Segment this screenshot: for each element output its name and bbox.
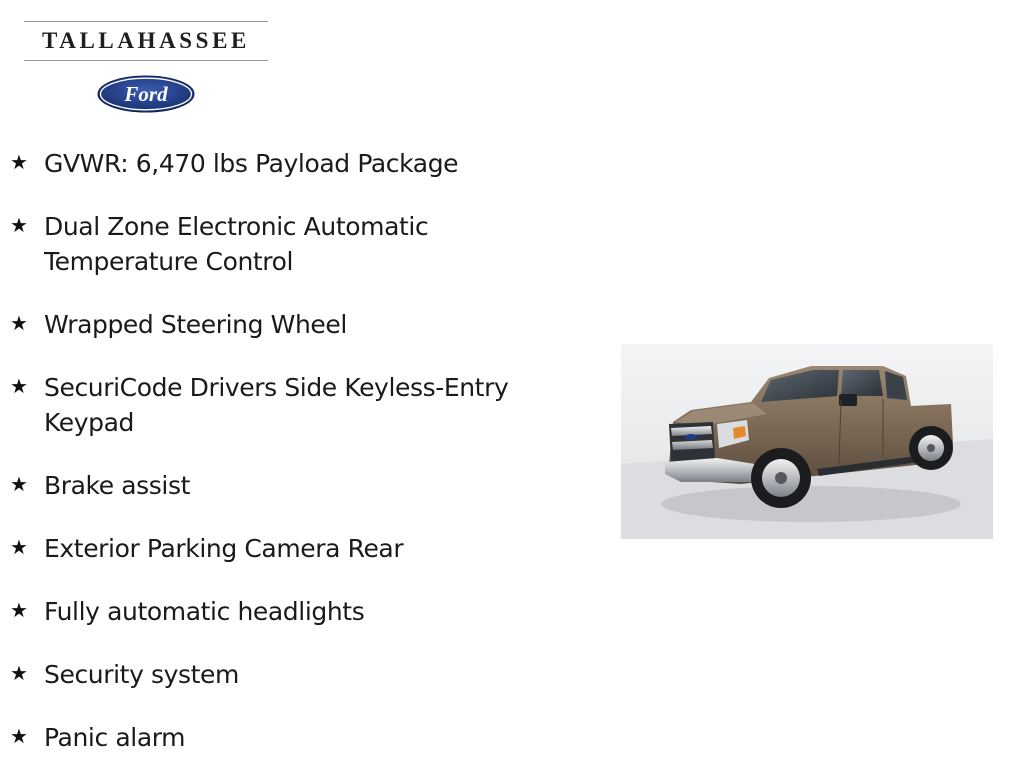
dealer-logo-top-rule <box>24 21 268 22</box>
feature-label: Dual Zone Electronic Automatic Temperature Control <box>44 212 429 276</box>
dealer-name: TALLAHASSEE <box>42 28 250 53</box>
feature-item <box>10 594 570 629</box>
feature-list <box>10 146 570 783</box>
star-icon: ★ <box>10 472 28 496</box>
ford-logo-script: Ford <box>124 82 168 106</box>
feature-label: Panic alarm <box>44 723 186 752</box>
star-icon: ★ <box>10 724 28 748</box>
feature-label: Brake assist <box>44 471 191 500</box>
star-icon: ★ <box>10 598 28 622</box>
star-icon: ★ <box>10 535 28 559</box>
star-icon: ★ <box>10 311 28 335</box>
star-icon: ★ <box>10 374 28 398</box>
dealer-logo-bottom-rule <box>24 60 268 61</box>
feature-item <box>10 657 570 692</box>
feature-label: Fully automatic headlights <box>44 597 365 626</box>
feature-label: Wrapped Steering Wheel <box>44 310 347 339</box>
star-icon: ★ <box>10 213 28 237</box>
feature-item <box>10 307 570 342</box>
feature-item <box>10 531 570 566</box>
feature-label: Exterior Parking Camera Rear <box>44 534 404 563</box>
feature-item <box>10 146 570 181</box>
star-icon: ★ <box>10 661 28 685</box>
feature-label: SecuriCode Drivers Side Keyless-Entry Keypad <box>44 373 509 437</box>
feature-item <box>10 209 570 279</box>
dealer-logo <box>24 18 268 114</box>
pickup-truck-photo <box>621 344 993 539</box>
star-icon: ★ <box>10 150 28 174</box>
vehicle-photo <box>621 344 993 539</box>
ford-logo <box>97 75 195 113</box>
feature-label: GVWR: 6,470 lbs Payload Package <box>44 149 459 178</box>
feature-item <box>10 370 570 440</box>
feature-label: Security system <box>44 660 239 689</box>
feature-item <box>10 468 570 503</box>
feature-item <box>10 720 570 755</box>
